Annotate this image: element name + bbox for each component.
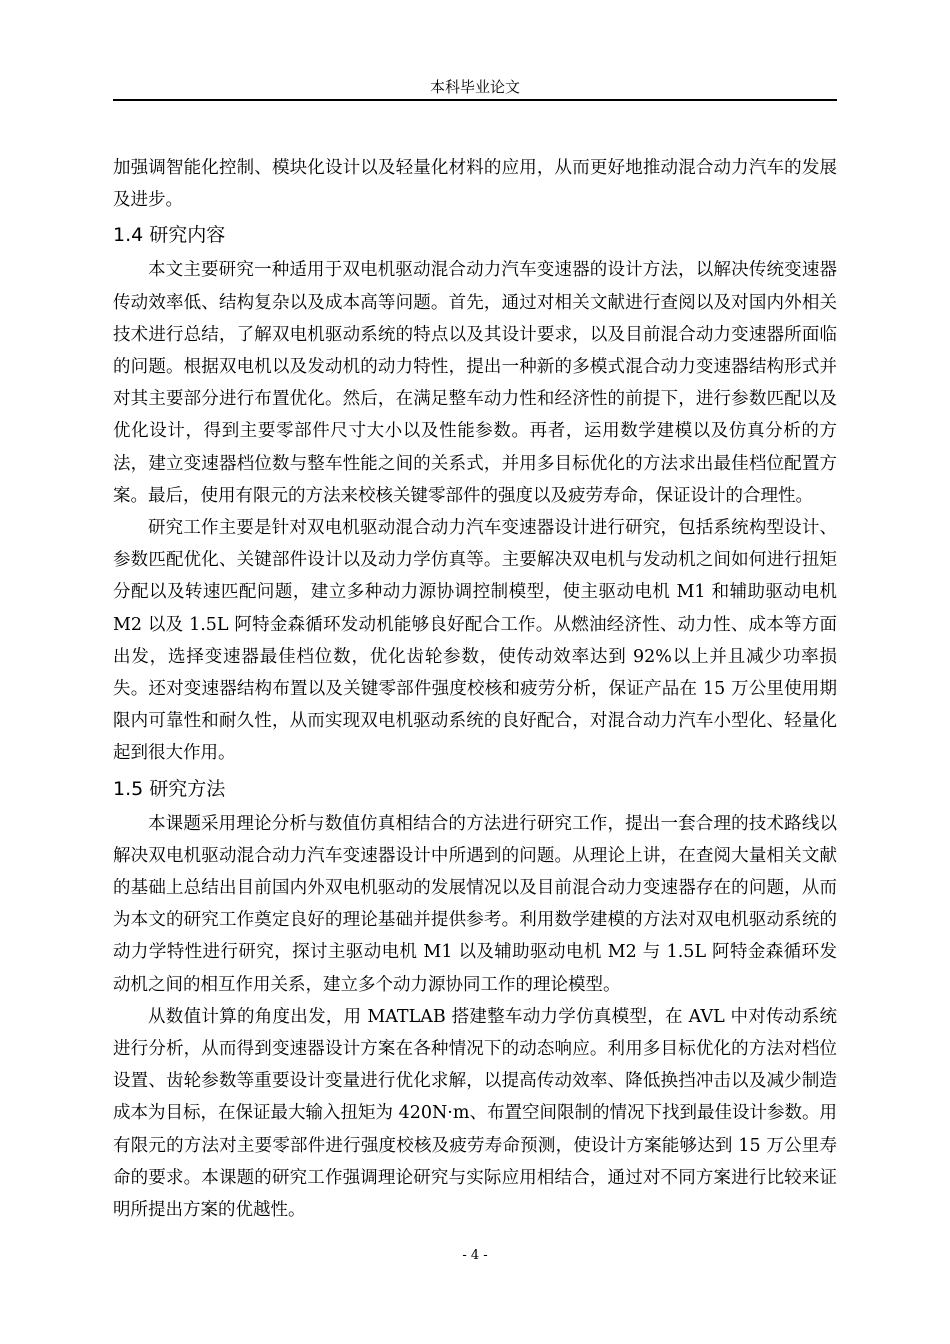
running-header: 本科毕业论文 [429,78,520,96]
section-1-5-paragraph-2: 从数值计算的角度出发，用 MATLAB 搭建整车动力学仿真模型，在 AVL 中对传动系统进行分析，从而得到变速器设计方案在各种情况下的动态响应。利用多目标优化的方法对档位设置、齿轮参数等重要设计变量进行优化求解，以提高传动效率、降低换挡冲击以及减少制造成本为目标，在保证最大输入扭矩为 420N·m、布置空间限制的情况下找到最佳设计参数。用有限元的方法对主要零部件进行强度校核及疲劳寿命预测，使设计方案能够达到 15 万公里寿命的要求。本课题的研究工作强调理论研究与实际应用相结合，通过对不同方案进行比较来证明所提出方案的优越性。 [113,1006,837,1221]
page-body [113,152,837,1226]
section-1-4-paragraph-2: 研究工作主要是针对双电机驱动混合动力汽车变速器设计进行研究，包括系统构型设计、参数匹配优化、关键部件设计以及动力学仿真等。主要解决双电机与发动机之间如何进行扭矩分配以及转速匹配问题，建立多种动力源协调控制模型，使主驱动电机 M1 和辅助驱动电机 M2 以及 1.5L 阿特金森循环发动机能够良好配合工作。从燃油经济性、动力性、成本等方面出发，选择变速器最佳档位数，优化齿轮参数，使传动效率达到 92%以上并且减少功率损失。还对变速器结构布置以及关键零部件强度校核和疲劳分析，保证产品在 15 万公里使用期限内可靠性和耐久性，从而实现双电机驱动系统的良好配合，对混合动力汽车小型化、轻量化起到很大作用。 [113,518,837,764]
section-1-4-paragraph-1: 本文主要研究一种适用于双电机驱动混合动力汽车变速器的设计方法，以解决传统变速器传动效率低、结构复杂以及成本高等问题。首先，通过对相关文献进行查阅以及对国内外相关技术进行总结，了解双电机驱动系统的特点以及其设计要求，以及目前混合动力变速器所面临的问题。根据双电机以及发动机的动力特性，提出一种新的多模式混合动力变速器结构形式并对其主要部分进行布置优化。然后，在满足整车动力性和经济性的前提下，进行参数匹配以及优化设计，得到主要零部件尺寸大小以及性能参数。再者，运用数学建模以及仿真分析的方法，建立变速器档位数与整车性能之间的关系式，并用多目标优化的方法求出最佳档位配置方案。最后，使用有限元的方法来校核关键零部件的强度以及疲劳寿命，保证设计的合理性。 [113,260,837,506]
header-divider [113,99,837,101]
section-heading-1-4: 1.4 研究内容 [113,224,226,247]
page-number: - 4 - [462,1248,488,1263]
section-1-5-paragraph-1: 本课题采用理论分析与数值仿真相结合的方法进行研究工作，提出一套合理的技术路线以解决双电机驱动混合动力汽车变速器设计中所遇到的问题。从理论上讲，在查阅大量相关文献的基础上总结出目前国内外双电机驱动的发展情况以及目前混合动力变速器存在的问题，从而为本文的研究工作奠定良好的理论基础并提供参考。利用数学建模的方法对双电机驱动系统的动力学特性进行研究，探讨主驱动电机 M1 以及辅助驱动电机 M2 与 1.5L 阿特金森循环发动机之间的相互作用关系，建立多个动力源协同工作的理论模型。 [113,813,837,995]
continuation-paragraph: 加强调智能化控制、模块化设计以及轻量化材料的应用，从而更好地推动混合动力汽车的发展及进步。 [113,158,837,211]
section-heading-1-5: 1.5 研究方法 [113,777,226,800]
